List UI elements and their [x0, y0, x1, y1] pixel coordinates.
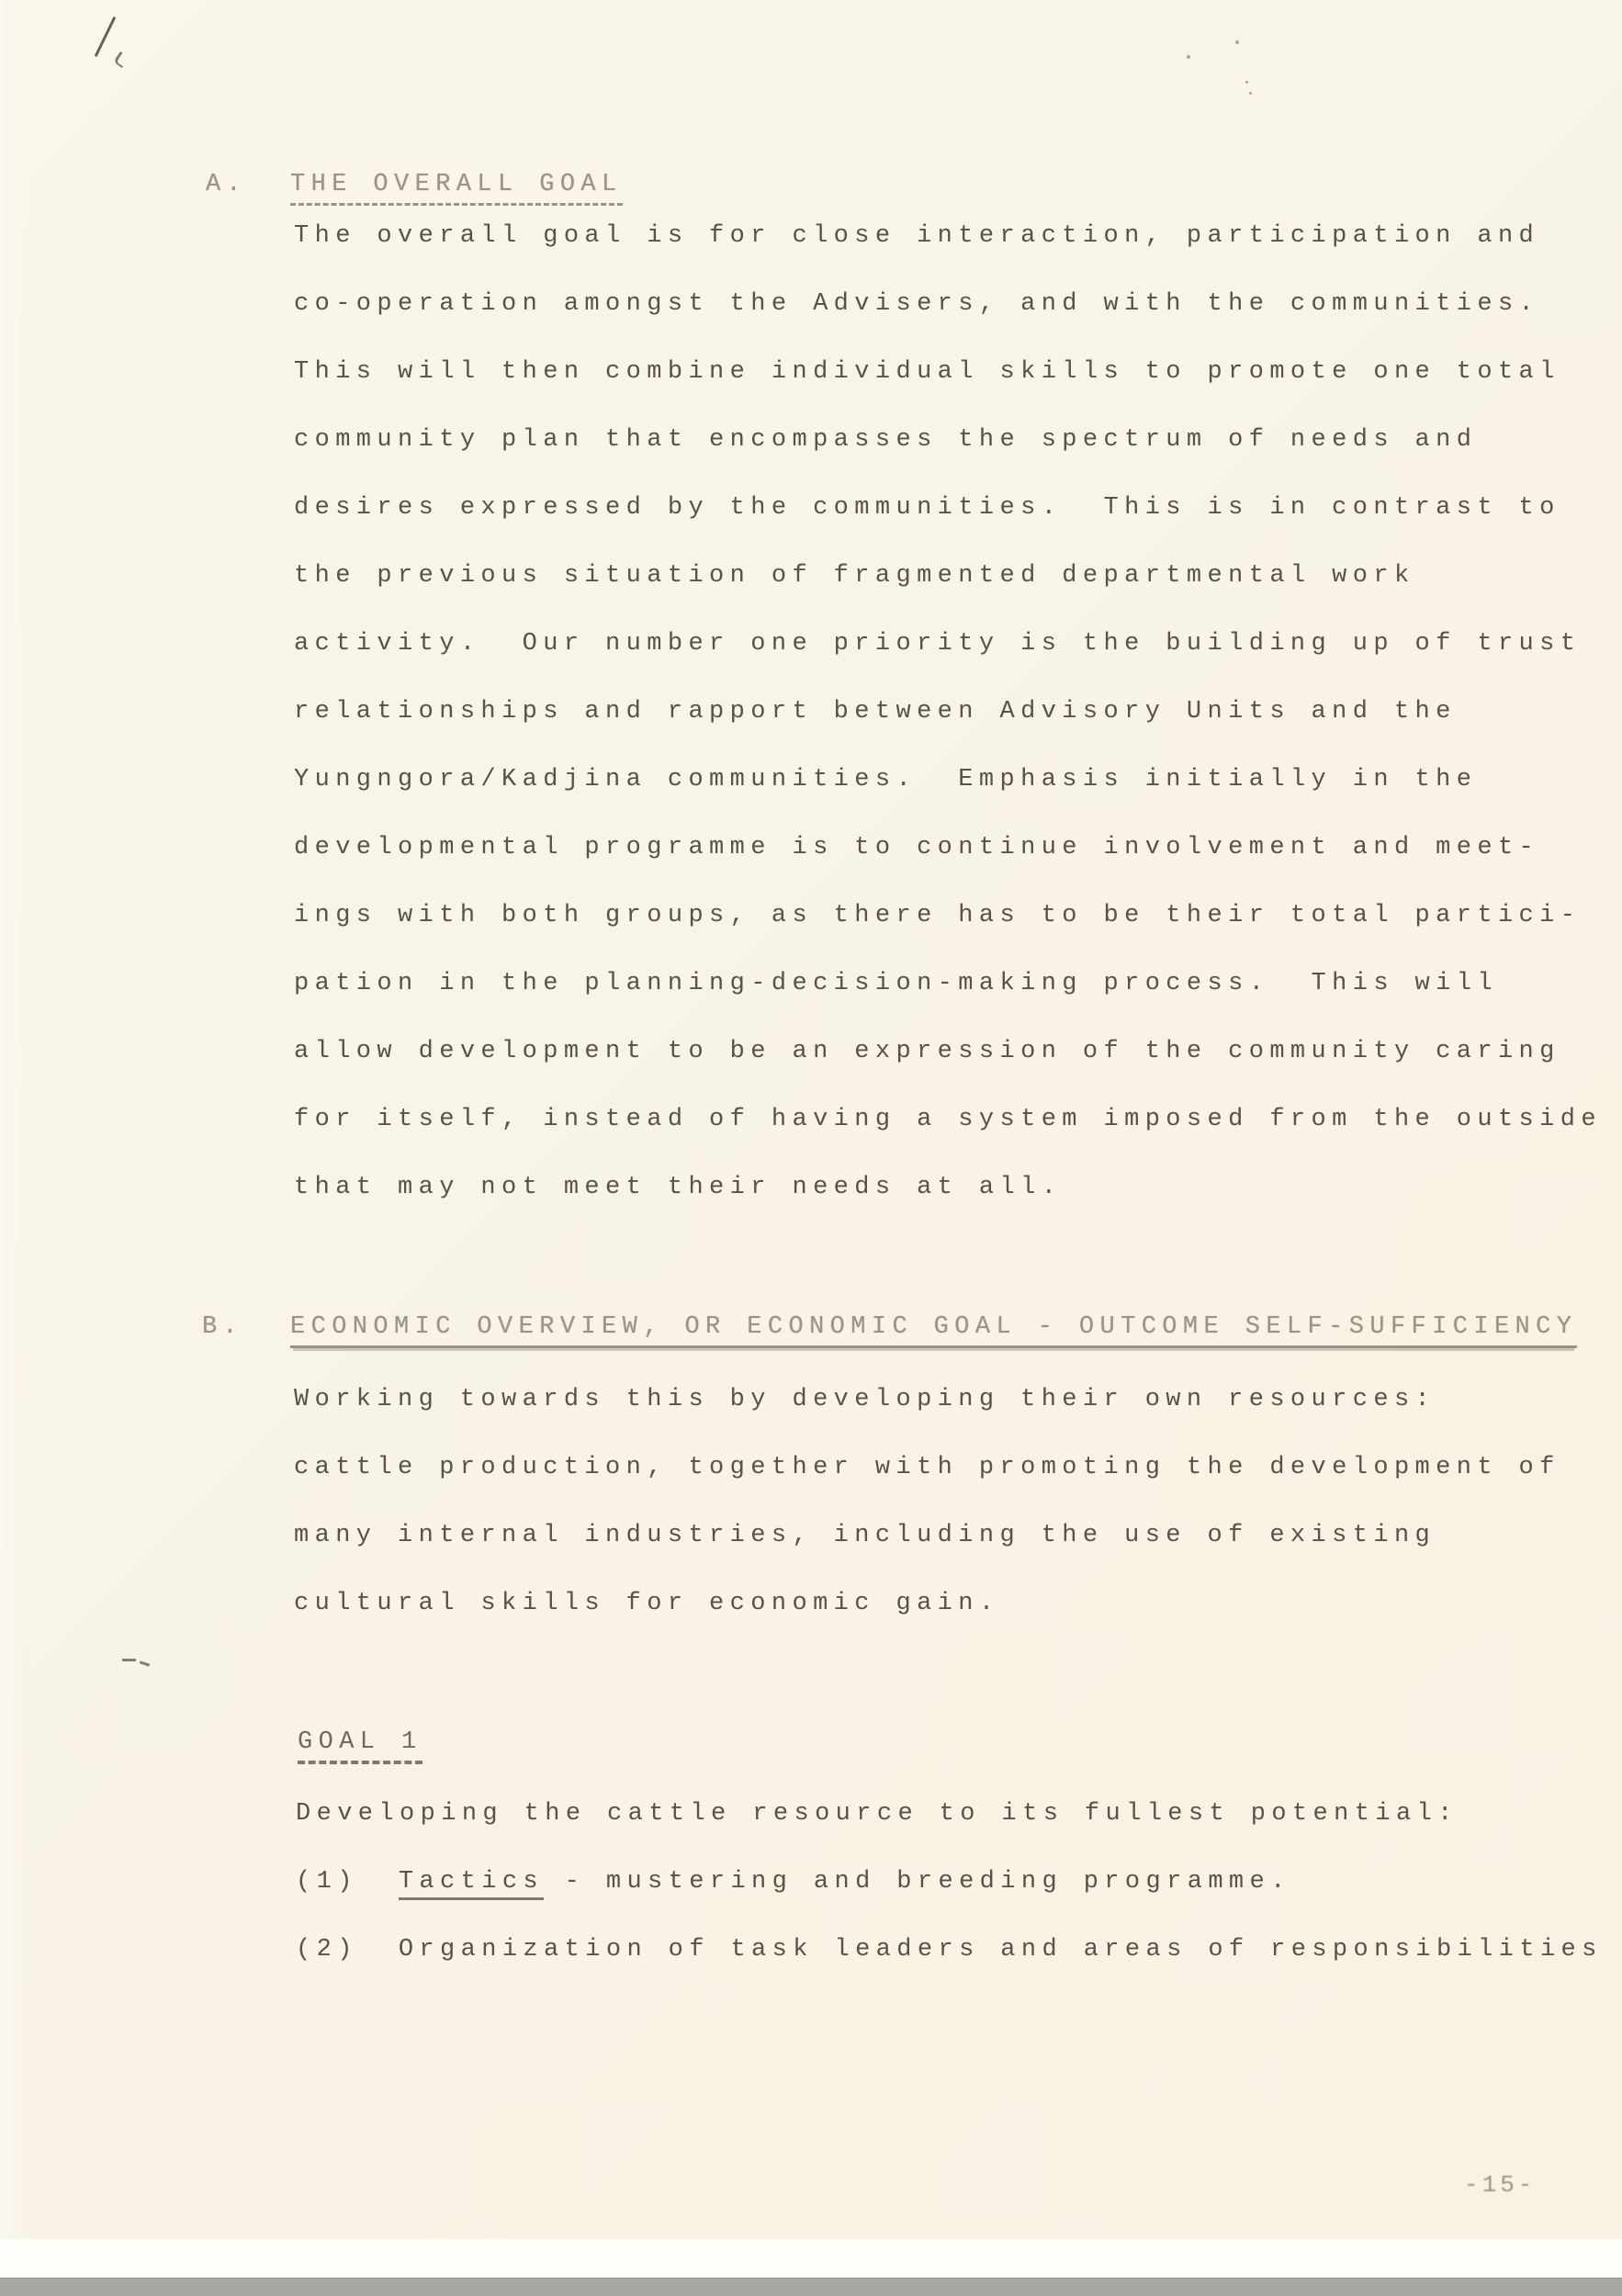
- goal-1-body: [296, 1780, 1603, 1984]
- text-line: community plan that encompasses the spectrum of needs and: [294, 426, 1478, 454]
- scan-bottom-white-strip: [0, 2239, 1622, 2278]
- text-line: Yungngora/Kadjina communities. Emphasis initially in the: [294, 766, 1478, 793]
- text-line: ings with both groups, as there has to be their total partici-: [294, 902, 1582, 929]
- text-line: cultural skills for economic gain.: [294, 1590, 1000, 1617]
- section-b-paragraph: [294, 1366, 1560, 1638]
- text-line: This will then combine individual skills to promote one total: [294, 358, 1560, 386]
- item-number: (1): [296, 1868, 358, 1896]
- ink-speck: [1187, 55, 1190, 59]
- text-line: allow development to be an expression of the community caring: [294, 1038, 1560, 1065]
- text-line: developmental programme is to continue involvement and meet-: [294, 834, 1540, 861]
- margin-mark: [140, 1660, 150, 1666]
- ink-speck: [1249, 92, 1252, 95]
- text-line: pation in the planning-decision-making process. This will: [294, 970, 1498, 997]
- section-a-paragraph: [294, 202, 1602, 1221]
- text-line: co-operation amongst the Advisers, and with the communities.: [294, 290, 1540, 318]
- text-line: relationships and rapport between Advisory Units and the: [294, 698, 1457, 726]
- text-line: Working towards this by developing their own resources:: [294, 1386, 1436, 1413]
- text-line: the previous situation of fragmented departmental work: [294, 562, 1415, 590]
- margin-mark: [122, 1659, 136, 1661]
- text-line: that may not meet their needs at all.: [294, 1174, 1063, 1201]
- section-a-letter: A.: [206, 171, 247, 198]
- item-text: - mustering and breeding programme.: [544, 1868, 1291, 1896]
- item-term: Tactics: [399, 1868, 544, 1900]
- text-line: many internal industries, including the use of existing: [294, 1522, 1436, 1549]
- scan-bottom-gray-strip: [0, 2278, 1622, 2296]
- section-a-heading: THE OVERALL GOAL: [290, 171, 623, 206]
- ink-speck: [1245, 81, 1248, 84]
- goal-1-item: [296, 1848, 1603, 1916]
- pen-mark: [95, 17, 117, 57]
- goal-1-heading: GOAL 1: [298, 1728, 422, 1764]
- item-text: Organization of task leaders and areas of responsibilities: [398, 1936, 1603, 1964]
- section-b-heading: ECONOMIC OVERVIEW, OR ECONOMIC GOAL - OUTCOME SELF-SUFFICIENCY: [290, 1313, 1577, 1348]
- section-b-letter: B.: [202, 1313, 243, 1341]
- goal-1-intro: Developing the cattle resource to its fullest potential:: [296, 1800, 1459, 1828]
- ink-speck: [1235, 40, 1239, 44]
- text-line: activity. Our number one priority is the building up of trust: [294, 630, 1582, 658]
- item-number: (2): [296, 1936, 358, 1964]
- pen-mark-tick: [113, 51, 130, 68]
- goal-1-item: [296, 1916, 1603, 1984]
- page-number: -15-: [1464, 2171, 1537, 2199]
- text-line: for itself, instead of having a system imposed from the outside: [294, 1106, 1602, 1133]
- text-line: The overall goal is for close interaction, participation and: [294, 222, 1540, 250]
- text-line: desires expressed by the communities. This is in contrast to: [294, 494, 1560, 522]
- text-line: cattle production, together with promoting the development of: [294, 1454, 1560, 1481]
- scan-left-edge: [0, 0, 28, 2296]
